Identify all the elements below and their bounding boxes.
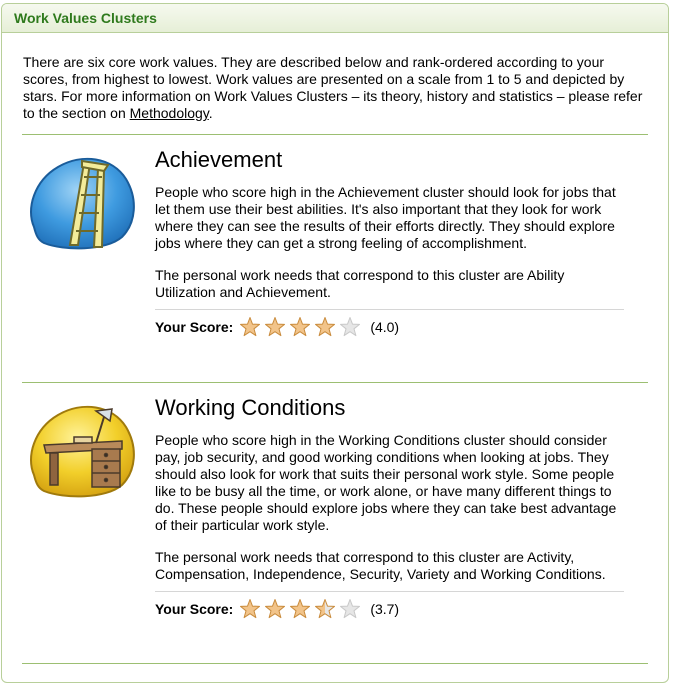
star-icon [339, 316, 361, 338]
score-label: Your Score: [155, 319, 234, 335]
cluster-title: Achievement [155, 147, 283, 172]
cluster-working-conditions [2, 383, 668, 663]
star-rating [239, 316, 364, 338]
score-row [155, 310, 624, 344]
work-values-panel [1, 3, 669, 683]
star-icon [339, 598, 361, 620]
star-icon [239, 598, 261, 620]
star-icon [314, 316, 336, 338]
star-rating [239, 598, 364, 620]
cluster-needs: The personal work needs that correspond to this cluster are Activity, Compensation, Independence, Security, Variety and Working Conditions. [155, 549, 606, 582]
methodology-link[interactable]: Methodology [129, 105, 209, 121]
divider [22, 663, 648, 664]
score-value: (4.0) [370, 319, 400, 335]
score-row [155, 592, 624, 626]
intro-text: There are six core work values. They are described below and rank-ordered according to your scores, from highest to lowest. Work values are presented on a scale from 1 to 5 and depicted by stars. For more information on Work Values Clusters – its theory, history and statistics – please refer to the section on [23, 54, 643, 121]
panel-header [2, 4, 668, 33]
star-icon [264, 598, 286, 620]
cluster-title: Working Conditions [155, 395, 346, 420]
star-icon [239, 316, 261, 338]
panel-title: Work Values Clusters [14, 10, 157, 26]
star-icon [264, 316, 286, 338]
cluster-needs: The personal work needs that correspond to this cluster are Ability Utilization and Achievement. [155, 267, 565, 300]
star-icon [289, 598, 311, 620]
star-icon [314, 598, 336, 620]
ladder-icon [24, 149, 138, 253]
score-label: Your Score: [155, 601, 234, 617]
intro-paragraph [2, 33, 668, 134]
intro-end: . [208, 105, 213, 121]
desk-lamp-icon [24, 397, 138, 501]
cluster-description: People who score high in the Working Conditions cluster should consider pay, job security, and good working conditions when looking at jobs. They should also look for work that suits their personal work style. Some people like to be busy all the time, or work alone, or have many different things to do. These people should explore jobs where they can take best advantage of their particular work style. [155, 432, 617, 533]
score-value: (3.7) [370, 601, 400, 617]
star-icon [289, 316, 311, 338]
cluster-description: People who score high in the Achievement cluster should look for jobs that let them use their best abilities. It's also important that they look for work where they can see the results of their efforts directly. They should explore jobs where they can get a strong feeling of accomplishment. [155, 184, 616, 251]
cluster-achievement [2, 135, 668, 382]
